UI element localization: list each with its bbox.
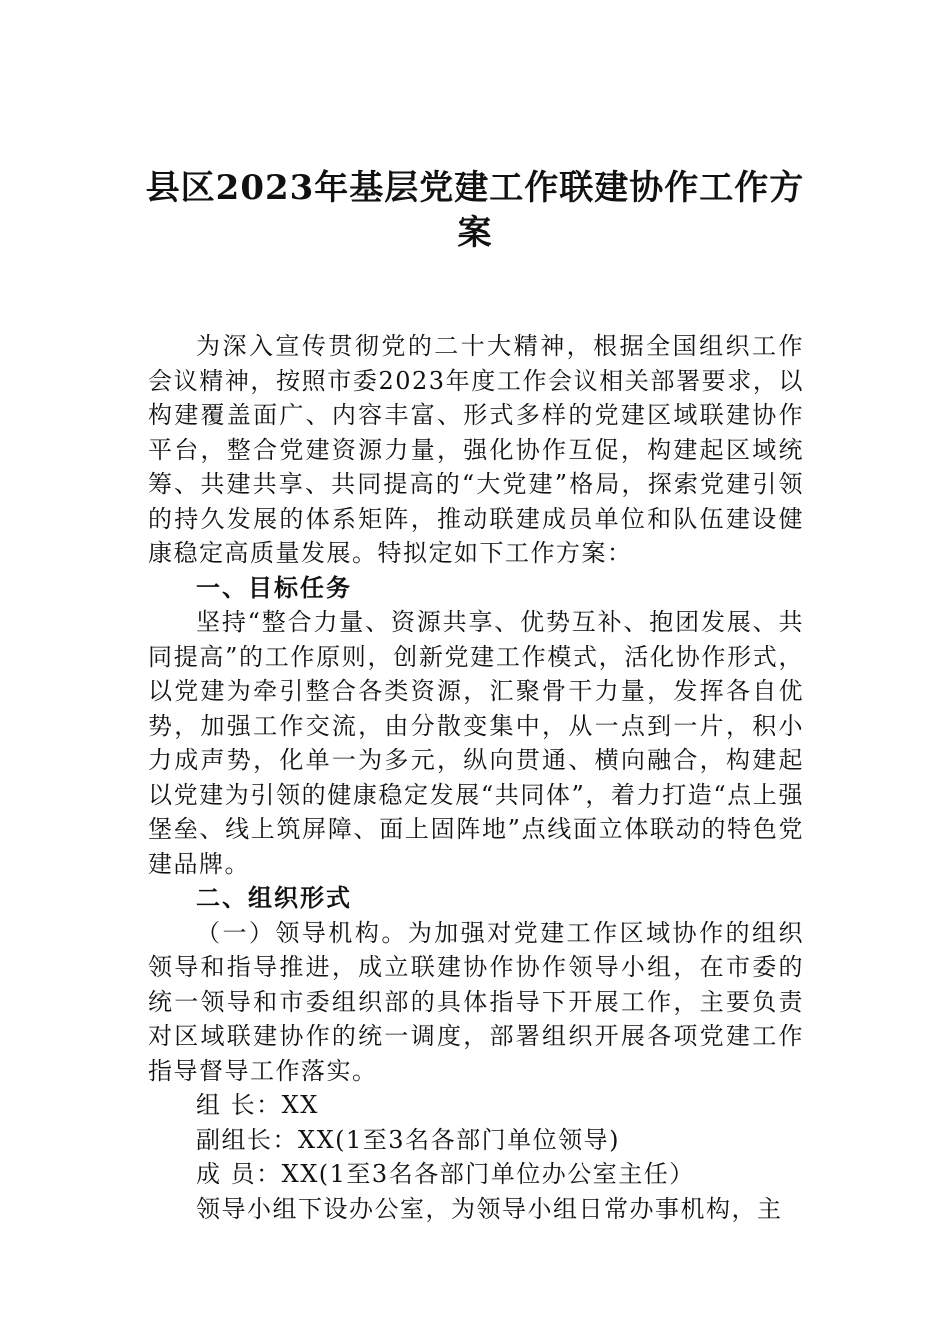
document-title-line-2: 案 [457,213,493,253]
office-paragraph: 领导小组下设办公室，为领导小组日常办事机构，主 [196,1194,783,1223]
document-title-line-1: 县区2023年基层党建工作联建协作工作方 [145,168,805,208]
leadership-paragraph: （一）领导机构。为加强对党建工作区域协作的组织领导和指导推进，成立联建协作协作领导小组，在市委的统一领导和市委组织部的具体指导下开展工作，主要负责对区域联建协作的统一调度，部署组织开展各项党建工作指导督导工作落实。 [148,918,804,1085]
roster-leader: 组 长：XX [196,1091,319,1119]
goals-paragraph: 坚持“整合力量、资源共享、优势互补、抱团发展、共同提高”的工作原则，创新党建工作模式，活化协作形式，以党建为牵引整合各类资源，汇聚骨干力量，发挥各自优势，加强工作交流，由分散变集中，从一点到一片，积小力成声势，化单一为多元，纵向贯通、横向融合，构建起以党建为引领的健康稳定发展“共同体”，着力打造“点上强堡垒、线上筑屏障、面上固阵地”点线面立体联动的特色党建品牌。 [148,608,804,878]
section-heading-goals: 一、目标任务 [196,573,352,602]
intro-paragraph: 为深入宣传贯彻党的二十大精神，根据全国组织工作会议精神，按照市委2023年度工作会议相关部署要求，以构建覆盖面广、内容丰富、形式多样的党建区域联建协作平台，整合党建资源力量，强化协作互促，构建起区域统筹、共建共享、共同提高的“大党建”格局，探索党建引领的持久发展的体系矩阵，推动联建成员单位和队伍建设健康稳定高质量发展。特拟定如下工作方案： [148,332,804,567]
document-body [148,329,804,1226]
section-heading-organization: 二、组织形式 [196,884,352,912]
roster-members: 成 员：XX(1至3名各部门单位办公室主任） [196,1160,695,1188]
roster-deputy-leader: 副组长：XX(1至3名各部门单位领导) [196,1125,620,1154]
